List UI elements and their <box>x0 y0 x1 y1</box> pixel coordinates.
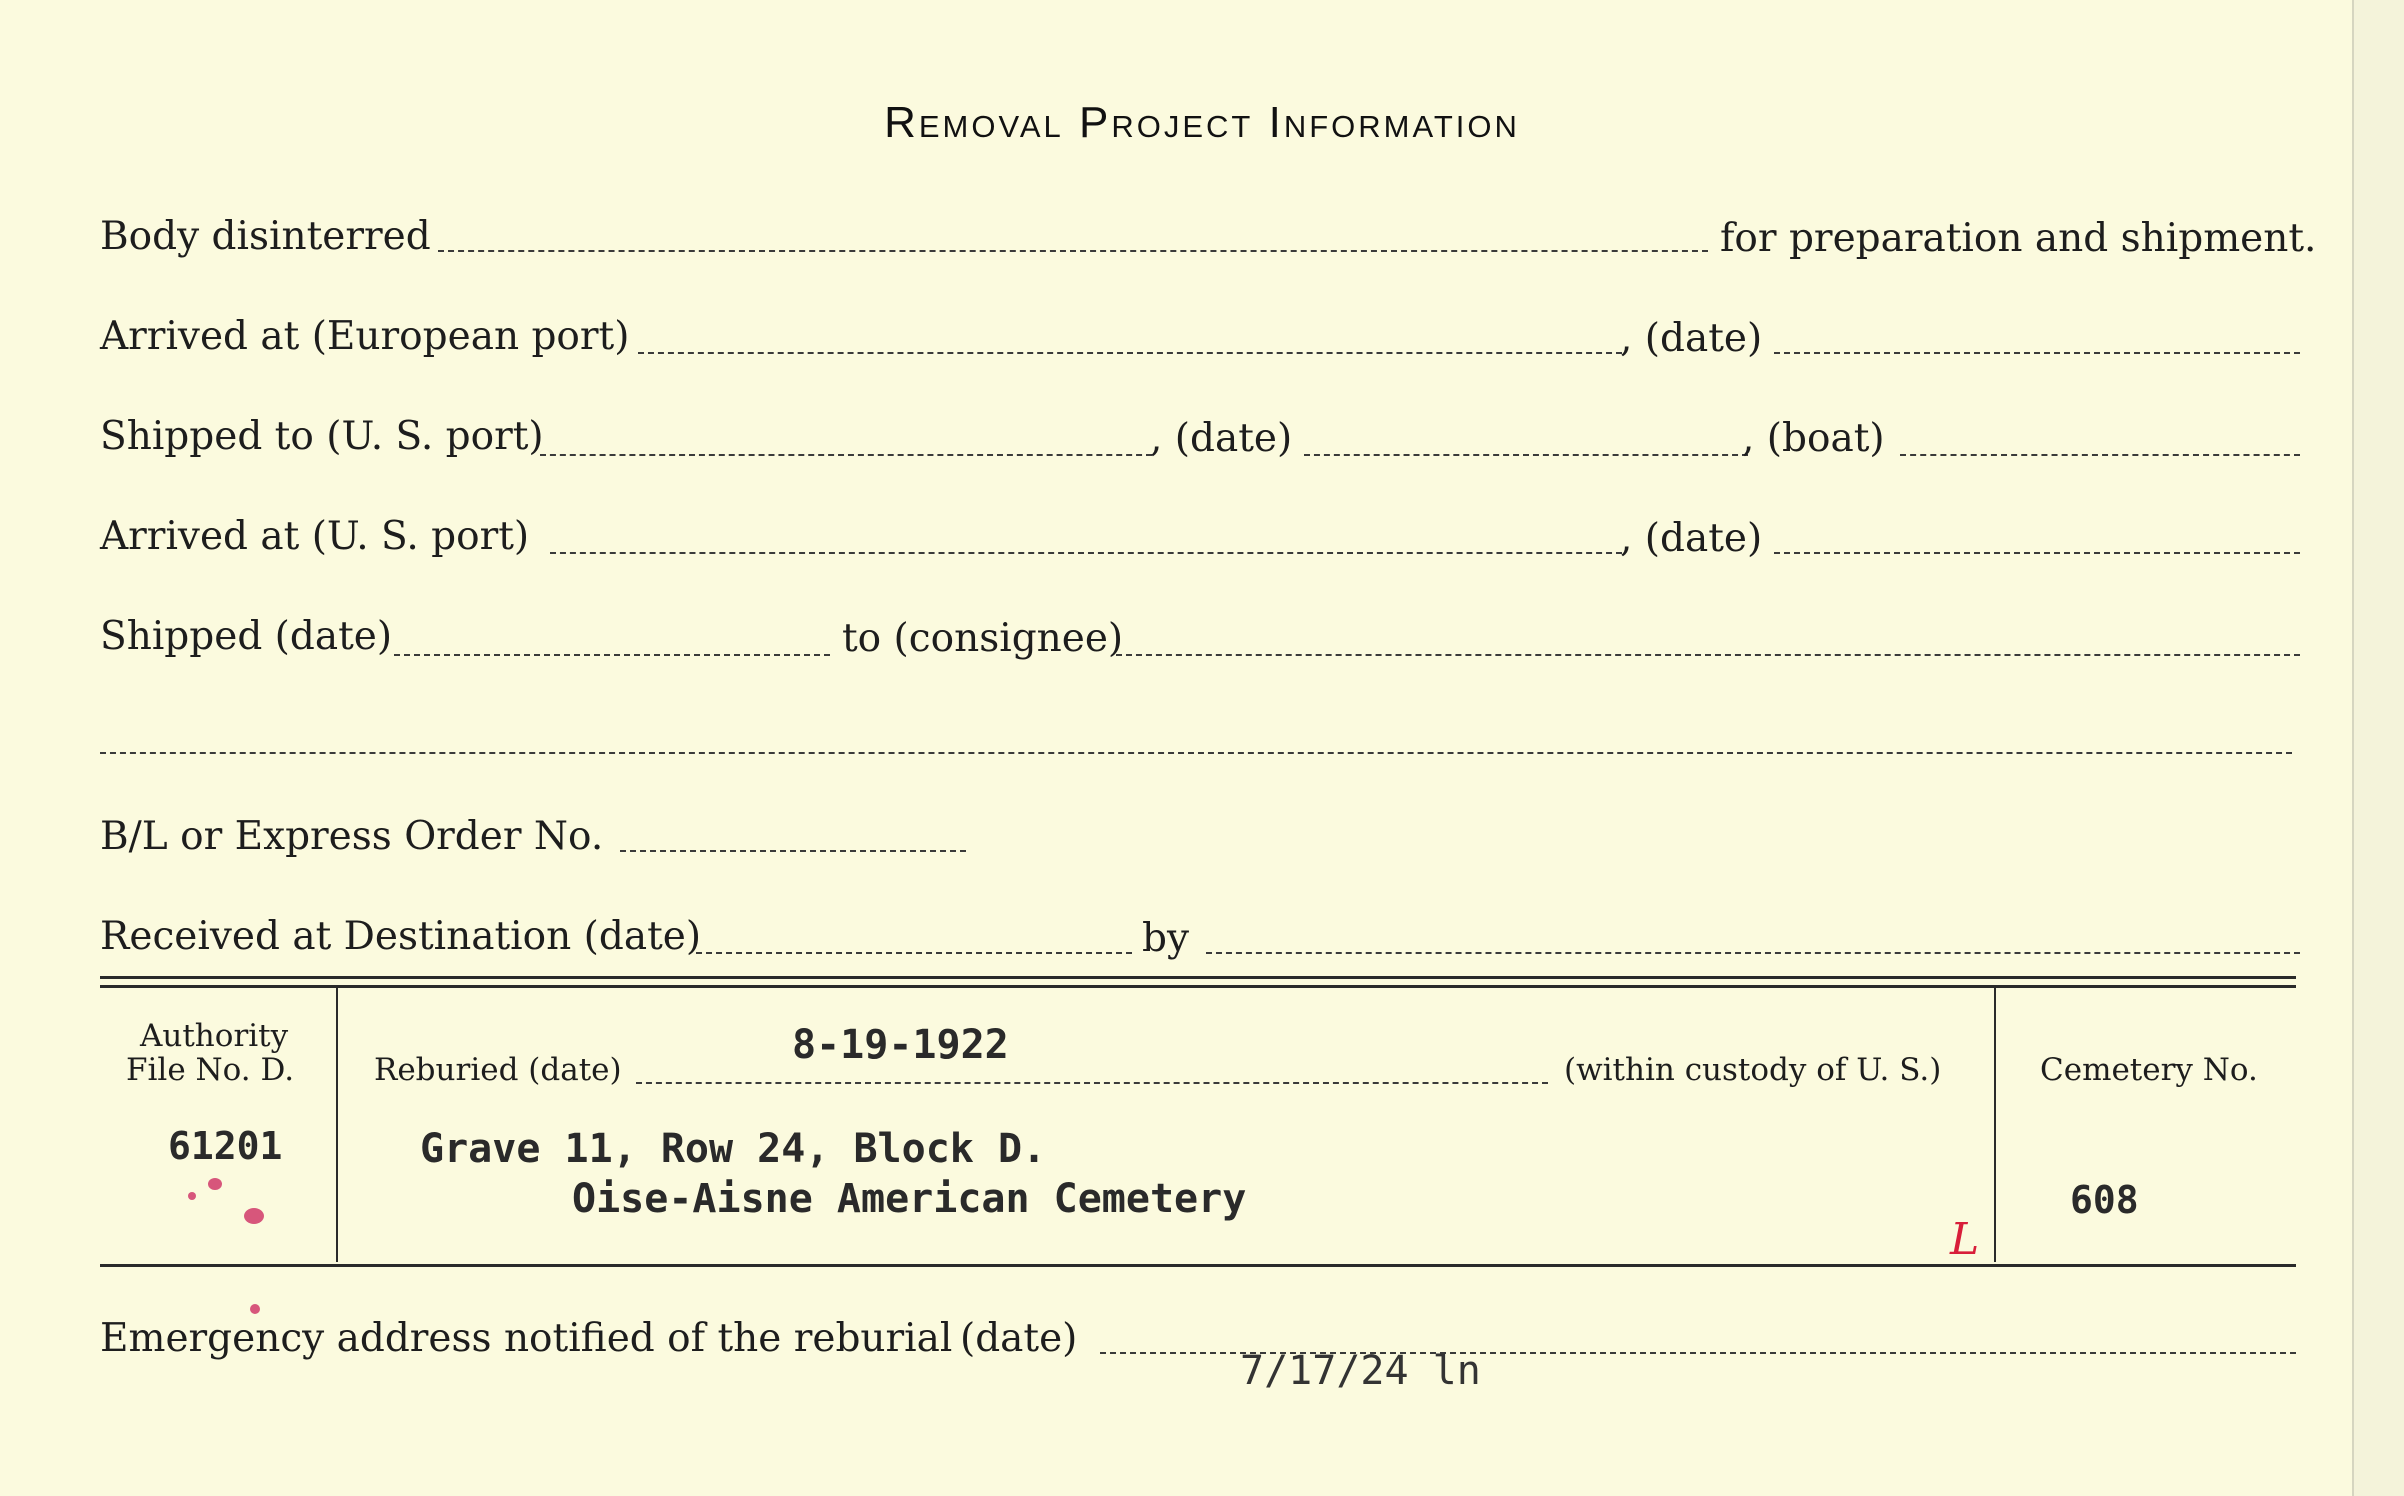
ink-spot <box>188 1192 196 1200</box>
shipped-date-line <box>394 654 830 656</box>
received-date-line <box>696 952 1132 954</box>
ink-spot <box>208 1178 222 1190</box>
emergency-date-value: 7/17/24 ln <box>1240 1348 1481 1394</box>
bl-label: B/L or Express Order No. <box>100 814 604 859</box>
body-disinterred-label: Body disinterred <box>100 214 431 259</box>
body-disinterred-suffix: for preparation and shipment. <box>1720 216 2317 261</box>
emergency-date-label: (date) <box>960 1316 1078 1361</box>
bl-line <box>620 850 966 852</box>
authority-file-number: 61201 <box>168 1124 283 1168</box>
grave-location-line-1: Grave 11, Row 24, Block D. <box>420 1126 1047 1172</box>
check-mark: L <box>1950 1214 1980 1265</box>
arrived-us-label: Arrived at (U. S. port) <box>100 514 530 559</box>
form-title: Removal Project Information <box>884 98 1520 147</box>
shipped-date-label: Shipped (date) <box>100 614 393 659</box>
arrived-us-date-label: , (date) <box>1620 516 1763 561</box>
reburied-label: Reburied (date) <box>374 1052 622 1088</box>
authority-label-2: File No. D. <box>126 1052 295 1088</box>
received-by-label: by <box>1142 916 1189 961</box>
shipped-us-boat-line <box>1900 454 2300 456</box>
arrived-european-date-line <box>1774 352 2300 354</box>
received-by-line <box>1206 952 2300 954</box>
arrived-european-line <box>638 352 1622 354</box>
card-edge <box>2352 0 2404 1496</box>
custody-label: (within custody of U. S.) <box>1564 1052 1942 1088</box>
reburied-date: 8-19-1922 <box>792 1022 1009 1068</box>
shipped-us-label: Shipped to (U. S. port) <box>100 414 544 459</box>
shipped-us-line <box>540 454 1152 456</box>
authority-label-1: Authority <box>140 1018 289 1054</box>
table-divider-left <box>336 986 338 1262</box>
cemetery-number: 608 <box>2070 1178 2139 1222</box>
reburied-date-line <box>636 1082 1548 1084</box>
table-top-rule <box>100 976 2296 988</box>
ink-spot <box>250 1304 260 1314</box>
arrived-us-line <box>550 552 1622 554</box>
body-disinterred-line <box>438 250 1708 252</box>
consignee-continuation-line <box>100 752 2292 754</box>
cemetery-label: Cemetery No. <box>2040 1052 2258 1088</box>
arrived-us-date-line <box>1774 552 2300 554</box>
shipped-us-date-line <box>1304 454 1748 456</box>
shipped-us-date-label: , (date) <box>1150 416 1293 461</box>
emergency-label: Emergency address notified of the reburial <box>100 1316 953 1361</box>
consignee-line <box>1116 654 2300 656</box>
table-bottom-rule <box>100 1264 2296 1267</box>
table-divider-right <box>1994 986 1996 1262</box>
received-label: Received at Destination (date) <box>100 914 702 959</box>
consignee-label: to (consignee) <box>842 616 1124 661</box>
ink-spot <box>244 1208 264 1224</box>
arrived-european-date-label: , (date) <box>1620 316 1763 361</box>
arrived-european-label: Arrived at (European port) <box>100 314 630 359</box>
grave-location-line-2: Oise-Aisne American Cemetery <box>572 1176 1247 1222</box>
shipped-us-boat-label: , (boat) <box>1742 416 1885 461</box>
